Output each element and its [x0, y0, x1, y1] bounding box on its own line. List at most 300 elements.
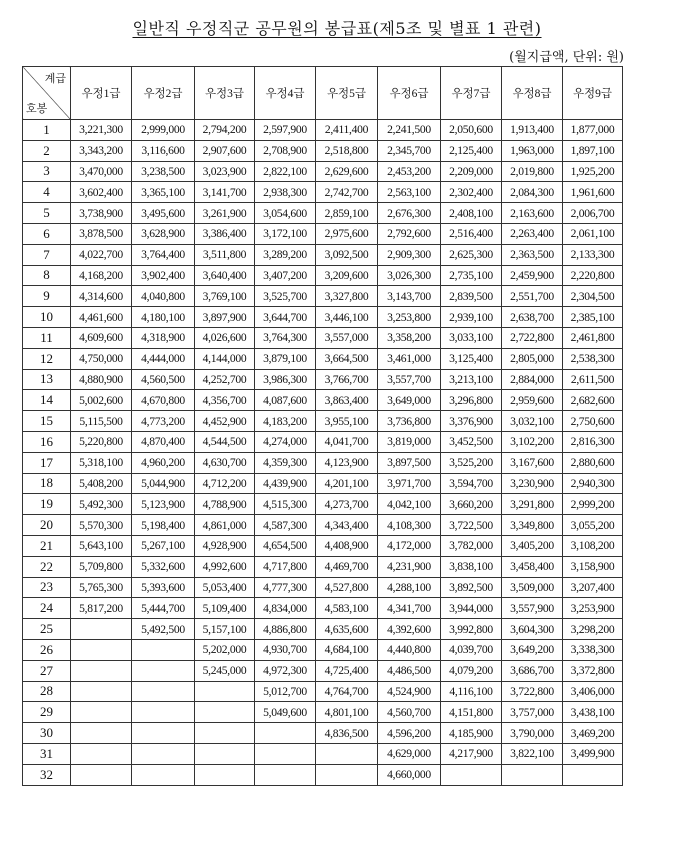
salary-cell: 2,938,300	[255, 182, 316, 203]
salary-cell: 5,245,000	[195, 660, 255, 681]
salary-cell: 4,217,900	[441, 743, 502, 764]
salary-cell: 2,722,800	[502, 327, 563, 348]
table-row	[23, 307, 623, 328]
salary-cell: 5,393,600	[132, 577, 195, 598]
salary-cell: 3,261,900	[195, 203, 255, 224]
salary-cell: 2,629,600	[316, 161, 378, 182]
salary-cell	[255, 723, 316, 744]
salary-cell: 3,764,300	[255, 327, 316, 348]
salary-cell: 3,438,100	[563, 702, 623, 723]
salary-cell: 1,897,100	[563, 140, 623, 161]
salary-cell: 3,736,800	[378, 411, 441, 432]
salary-cell: 2,241,500	[378, 120, 441, 141]
salary-cell: 5,012,700	[255, 681, 316, 702]
salary-cell: 2,516,400	[441, 223, 502, 244]
salary-cell	[132, 743, 195, 764]
salary-cell: 4,231,900	[378, 556, 441, 577]
salary-cell	[71, 619, 132, 640]
salary-cell: 3,986,300	[255, 369, 316, 390]
pay-table	[22, 66, 623, 786]
salary-cell: 4,654,500	[255, 535, 316, 556]
salary-cell: 3,023,900	[195, 161, 255, 182]
salary-cell: 2,839,500	[441, 286, 502, 307]
table-row	[23, 535, 623, 556]
salary-cell: 2,459,900	[502, 265, 563, 286]
step-number: 22	[23, 556, 71, 577]
step-number: 25	[23, 619, 71, 640]
salary-cell: 3,055,200	[563, 515, 623, 536]
salary-cell: 4,274,000	[255, 431, 316, 452]
salary-cell: 2,794,200	[195, 120, 255, 141]
salary-cell: 3,525,200	[441, 452, 502, 473]
grade-header: 우정6급	[378, 67, 441, 120]
salary-cell: 4,252,700	[195, 369, 255, 390]
salary-cell: 4,801,100	[316, 702, 378, 723]
salary-cell	[71, 660, 132, 681]
salary-cell: 4,992,600	[195, 556, 255, 577]
salary-cell: 2,611,500	[563, 369, 623, 390]
step-number: 20	[23, 515, 71, 536]
grade-header: 우정5급	[316, 67, 378, 120]
step-number: 13	[23, 369, 71, 390]
salary-cell: 4,151,800	[441, 702, 502, 723]
salary-cell: 4,515,300	[255, 494, 316, 515]
table-row	[23, 140, 623, 161]
salary-cell	[132, 723, 195, 744]
step-number: 1	[23, 120, 71, 141]
salary-cell: 2,408,100	[441, 203, 502, 224]
salary-cell: 3,406,000	[563, 681, 623, 702]
salary-cell: 4,040,800	[132, 286, 195, 307]
step-number: 6	[23, 223, 71, 244]
salary-cell: 2,263,400	[502, 223, 563, 244]
table-row	[23, 286, 623, 307]
step-number: 18	[23, 473, 71, 494]
salary-cell: 3,992,800	[441, 619, 502, 640]
salary-cell: 5,643,100	[71, 535, 132, 556]
salary-cell: 2,597,900	[255, 120, 316, 141]
salary-cell: 4,587,300	[255, 515, 316, 536]
salary-cell: 4,180,100	[132, 307, 195, 328]
salary-cell: 3,738,900	[71, 203, 132, 224]
salary-cell: 4,788,900	[195, 494, 255, 515]
pay-table-body	[23, 120, 623, 786]
salary-cell: 4,444,000	[132, 348, 195, 369]
salary-cell: 3,213,100	[441, 369, 502, 390]
salary-cell: 3,461,000	[378, 348, 441, 369]
salary-cell: 2,061,100	[563, 223, 623, 244]
table-row	[23, 598, 623, 619]
salary-cell: 3,902,400	[132, 265, 195, 286]
step-number: 4	[23, 182, 71, 203]
salary-cell	[195, 702, 255, 723]
salary-cell: 3,649,000	[378, 390, 441, 411]
salary-cell: 3,338,300	[563, 639, 623, 660]
step-number: 31	[23, 743, 71, 764]
salary-cell: 3,499,900	[563, 743, 623, 764]
unit-note: (월지급액, 단위: 원)	[509, 50, 624, 65]
salary-cell: 4,185,900	[441, 723, 502, 744]
salary-cell	[71, 764, 132, 785]
salary-cell: 2,975,600	[316, 223, 378, 244]
page-title	[0, 16, 674, 39]
step-number: 29	[23, 702, 71, 723]
table-row	[23, 327, 623, 348]
salary-cell: 3,557,000	[316, 327, 378, 348]
salary-cell: 5,123,900	[132, 494, 195, 515]
salary-cell: 4,079,200	[441, 660, 502, 681]
salary-cell: 1,877,000	[563, 120, 623, 141]
salary-cell: 3,511,800	[195, 244, 255, 265]
salary-cell: 5,408,200	[71, 473, 132, 494]
salary-cell: 3,764,400	[132, 244, 195, 265]
salary-cell: 3,594,700	[441, 473, 502, 494]
step-number: 2	[23, 140, 71, 161]
salary-cell	[71, 723, 132, 744]
salary-cell: 3,452,500	[441, 431, 502, 452]
salary-cell: 4,041,700	[316, 431, 378, 452]
salary-cell: 4,439,900	[255, 473, 316, 494]
step-number: 7	[23, 244, 71, 265]
salary-cell: 3,557,700	[378, 369, 441, 390]
table-row	[23, 182, 623, 203]
salary-cell	[71, 681, 132, 702]
title-text: 일반직 우정직군 공무원의 봉급표(제5조 및 별표 1 관련)	[132, 19, 542, 38]
table-row	[23, 639, 623, 660]
salary-cell: 4,108,300	[378, 515, 441, 536]
salary-cell: 2,461,800	[563, 327, 623, 348]
salary-cell: 3,108,200	[563, 535, 623, 556]
salary-cell: 3,253,800	[378, 307, 441, 328]
salary-cell: 3,878,500	[71, 223, 132, 244]
salary-cell: 3,407,200	[255, 265, 316, 286]
salary-cell: 4,972,300	[255, 660, 316, 681]
salary-cell: 4,343,400	[316, 515, 378, 536]
salary-cell: 3,386,400	[195, 223, 255, 244]
step-number: 16	[23, 431, 71, 452]
salary-cell: 3,125,400	[441, 348, 502, 369]
salary-cell: 4,341,700	[378, 598, 441, 619]
salary-cell: 3,897,900	[195, 307, 255, 328]
salary-cell: 2,750,600	[563, 411, 623, 432]
salary-cell: 3,376,900	[441, 411, 502, 432]
step-number: 32	[23, 764, 71, 785]
salary-cell: 4,660,000	[378, 764, 441, 785]
salary-cell	[563, 764, 623, 785]
salary-cell: 3,349,800	[502, 515, 563, 536]
salary-cell	[132, 639, 195, 660]
salary-cell: 2,209,000	[441, 161, 502, 182]
salary-cell: 2,163,600	[502, 203, 563, 224]
table-row	[23, 619, 623, 640]
table-row	[23, 494, 623, 515]
salary-cell: 4,026,600	[195, 327, 255, 348]
salary-cell: 3,649,200	[502, 639, 563, 660]
step-number: 10	[23, 307, 71, 328]
salary-cell: 2,345,700	[378, 140, 441, 161]
salary-cell: 3,032,100	[502, 411, 563, 432]
salary-cell: 4,527,800	[316, 577, 378, 598]
salary-cell	[195, 764, 255, 785]
salary-cell: 2,551,700	[502, 286, 563, 307]
salary-cell: 3,879,100	[255, 348, 316, 369]
salary-cell: 4,452,900	[195, 411, 255, 432]
salary-cell: 3,757,000	[502, 702, 563, 723]
salary-cell: 2,999,200	[563, 494, 623, 515]
salary-cell: 3,766,700	[316, 369, 378, 390]
salary-cell: 4,392,600	[378, 619, 441, 640]
step-number: 17	[23, 452, 71, 473]
salary-cell: 4,201,100	[316, 473, 378, 494]
salary-cell: 4,764,700	[316, 681, 378, 702]
salary-cell: 1,913,400	[502, 120, 563, 141]
salary-cell: 4,560,700	[378, 702, 441, 723]
step-number: 27	[23, 660, 71, 681]
table-row	[23, 556, 623, 577]
salary-cell: 2,638,700	[502, 307, 563, 328]
salary-cell: 1,961,600	[563, 182, 623, 203]
step-number: 11	[23, 327, 71, 348]
salary-cell	[132, 681, 195, 702]
salary-cell: 4,930,700	[255, 639, 316, 660]
salary-cell: 2,125,400	[441, 140, 502, 161]
salary-cell	[71, 743, 132, 764]
salary-cell: 3,944,000	[441, 598, 502, 619]
salary-cell: 4,834,000	[255, 598, 316, 619]
salary-cell: 3,557,900	[502, 598, 563, 619]
salary-cell	[195, 743, 255, 764]
salary-cell: 2,050,600	[441, 120, 502, 141]
corner-header	[23, 67, 71, 120]
salary-cell: 5,002,600	[71, 390, 132, 411]
grade-header: 우정1급	[71, 67, 132, 120]
salary-cell: 2,859,100	[316, 203, 378, 224]
table-row	[23, 660, 623, 681]
salary-cell: 4,596,200	[378, 723, 441, 744]
salary-cell: 3,971,700	[378, 473, 441, 494]
salary-cell: 4,836,500	[316, 723, 378, 744]
table-row	[23, 515, 623, 536]
salary-cell: 3,026,300	[378, 265, 441, 286]
salary-cell: 2,019,800	[502, 161, 563, 182]
salary-cell: 4,861,000	[195, 515, 255, 536]
salary-cell: 4,635,600	[316, 619, 378, 640]
salary-cell: 2,907,600	[195, 140, 255, 161]
salary-cell: 4,116,100	[441, 681, 502, 702]
header-row	[23, 67, 623, 120]
table-row	[23, 120, 623, 141]
salary-cell: 5,220,800	[71, 431, 132, 452]
grade-header: 우정9급	[563, 67, 623, 120]
salary-cell: 5,267,100	[132, 535, 195, 556]
salary-cell: 2,220,800	[563, 265, 623, 286]
salary-cell: 4,356,700	[195, 390, 255, 411]
table-row	[23, 723, 623, 744]
salary-cell: 2,884,000	[502, 369, 563, 390]
salary-cell: 3,158,900	[563, 556, 623, 577]
salary-cell: 4,544,500	[195, 431, 255, 452]
salary-cell: 2,453,200	[378, 161, 441, 182]
salary-cell	[255, 764, 316, 785]
salary-cell: 4,408,900	[316, 535, 378, 556]
step-number: 8	[23, 265, 71, 286]
salary-cell: 4,486,500	[378, 660, 441, 681]
salary-cell: 3,664,500	[316, 348, 378, 369]
salary-cell: 5,109,400	[195, 598, 255, 619]
salary-cell: 3,143,700	[378, 286, 441, 307]
salary-cell: 2,538,300	[563, 348, 623, 369]
salary-cell: 5,053,400	[195, 577, 255, 598]
salary-cell: 3,365,100	[132, 182, 195, 203]
salary-cell: 3,358,200	[378, 327, 441, 348]
step-number: 26	[23, 639, 71, 660]
table-row	[23, 681, 623, 702]
salary-cell: 4,183,200	[255, 411, 316, 432]
step-number: 19	[23, 494, 71, 515]
salary-cell: 3,660,200	[441, 494, 502, 515]
salary-cell: 3,238,500	[132, 161, 195, 182]
salary-cell: 2,006,700	[563, 203, 623, 224]
salary-cell: 2,385,100	[563, 307, 623, 328]
salary-cell: 4,440,800	[378, 639, 441, 660]
salary-cell: 2,816,300	[563, 431, 623, 452]
salary-cell: 2,999,000	[132, 120, 195, 141]
table-row	[23, 203, 623, 224]
salary-cell	[255, 743, 316, 764]
salary-cell: 4,560,500	[132, 369, 195, 390]
salary-cell: 3,372,800	[563, 660, 623, 681]
salary-cell: 4,609,600	[71, 327, 132, 348]
salary-cell: 3,102,200	[502, 431, 563, 452]
salary-cell: 3,602,400	[71, 182, 132, 203]
table-row	[23, 369, 623, 390]
salary-cell: 1,963,000	[502, 140, 563, 161]
salary-cell	[195, 723, 255, 744]
salary-cell: 3,722,800	[502, 681, 563, 702]
salary-cell: 3,470,000	[71, 161, 132, 182]
step-number: 30	[23, 723, 71, 744]
salary-cell	[316, 764, 378, 785]
step-number: 28	[23, 681, 71, 702]
table-row	[23, 244, 623, 265]
salary-cell: 3,525,700	[255, 286, 316, 307]
salary-cell: 4,318,900	[132, 327, 195, 348]
salary-cell: 3,822,100	[502, 743, 563, 764]
salary-cell: 3,054,600	[255, 203, 316, 224]
salary-cell	[441, 764, 502, 785]
salary-cell: 5,318,100	[71, 452, 132, 473]
salary-cell: 3,405,200	[502, 535, 563, 556]
salary-cell	[132, 702, 195, 723]
salary-cell: 5,570,300	[71, 515, 132, 536]
salary-cell	[71, 702, 132, 723]
step-number: 3	[23, 161, 71, 182]
salary-cell: 4,087,600	[255, 390, 316, 411]
salary-cell: 4,123,900	[316, 452, 378, 473]
salary-cell: 3,892,500	[441, 577, 502, 598]
salary-cell	[502, 764, 563, 785]
salary-cell: 3,296,800	[441, 390, 502, 411]
salary-cell: 4,144,000	[195, 348, 255, 369]
salary-cell: 3,790,000	[502, 723, 563, 744]
salary-cell: 4,684,100	[316, 639, 378, 660]
salary-cell: 4,042,100	[378, 494, 441, 515]
salary-cell: 4,886,800	[255, 619, 316, 640]
salary-cell	[132, 764, 195, 785]
table-row	[23, 452, 623, 473]
salary-cell: 4,712,200	[195, 473, 255, 494]
salary-cell: 3,343,200	[71, 140, 132, 161]
grade-header: 우정4급	[255, 67, 316, 120]
step-number: 15	[23, 411, 71, 432]
salary-cell: 2,518,800	[316, 140, 378, 161]
salary-cell: 2,742,700	[316, 182, 378, 203]
salary-cell: 5,044,900	[132, 473, 195, 494]
grade-header: 우정8급	[502, 67, 563, 120]
salary-cell: 4,022,700	[71, 244, 132, 265]
salary-cell: 3,509,000	[502, 577, 563, 598]
salary-cell: 3,167,600	[502, 452, 563, 473]
salary-cell: 4,288,100	[378, 577, 441, 598]
table-row	[23, 577, 623, 598]
salary-cell: 3,207,400	[563, 577, 623, 598]
step-number: 24	[23, 598, 71, 619]
step-number: 14	[23, 390, 71, 411]
salary-cell: 4,880,900	[71, 369, 132, 390]
table-row	[23, 764, 623, 785]
salary-cell: 2,682,600	[563, 390, 623, 411]
table-row	[23, 348, 623, 369]
step-number: 12	[23, 348, 71, 369]
salary-cell: 4,777,300	[255, 577, 316, 598]
salary-cell: 3,327,800	[316, 286, 378, 307]
table-row	[23, 265, 623, 286]
salary-cell: 2,939,100	[441, 307, 502, 328]
salary-cell: 2,625,300	[441, 244, 502, 265]
salary-cell: 3,092,500	[316, 244, 378, 265]
salary-cell: 3,253,900	[563, 598, 623, 619]
salary-cell: 4,630,700	[195, 452, 255, 473]
salary-cell: 5,444,700	[132, 598, 195, 619]
salary-cell: 2,133,300	[563, 244, 623, 265]
salary-cell: 4,469,700	[316, 556, 378, 577]
salary-cell: 3,955,100	[316, 411, 378, 432]
salary-cell: 2,805,000	[502, 348, 563, 369]
salary-cell: 3,209,600	[316, 265, 378, 286]
salary-cell	[132, 660, 195, 681]
step-number: 23	[23, 577, 71, 598]
salary-cell: 4,670,800	[132, 390, 195, 411]
salary-cell: 3,604,300	[502, 619, 563, 640]
table-row	[23, 473, 623, 494]
salary-cell: 4,773,200	[132, 411, 195, 432]
salary-cell: 2,880,600	[563, 452, 623, 473]
salary-cell: 5,157,100	[195, 619, 255, 640]
salary-cell: 2,363,500	[502, 244, 563, 265]
salary-cell: 1,925,200	[563, 161, 623, 182]
salary-cell: 5,817,200	[71, 598, 132, 619]
corner-step-label: 호봉	[26, 103, 48, 115]
salary-cell: 2,792,600	[378, 223, 441, 244]
table-row	[23, 743, 623, 764]
salary-cell: 5,492,500	[132, 619, 195, 640]
salary-cell: 4,725,400	[316, 660, 378, 681]
salary-cell: 5,709,800	[71, 556, 132, 577]
salary-cell: 5,115,500	[71, 411, 132, 432]
salary-cell: 4,629,000	[378, 743, 441, 764]
salary-cell: 4,039,700	[441, 639, 502, 660]
table-row	[23, 223, 623, 244]
